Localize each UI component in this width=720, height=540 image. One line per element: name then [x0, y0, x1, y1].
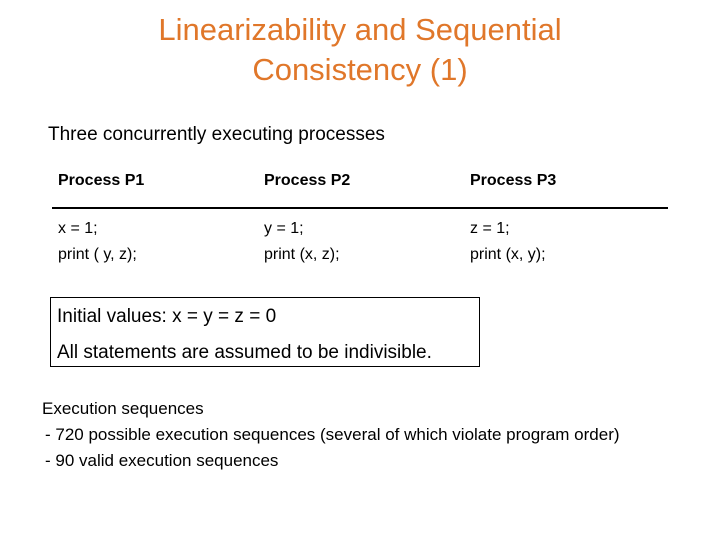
intro-text: Three concurrently executing processes: [48, 124, 385, 145]
process-header-p3: Process P3: [470, 172, 557, 189]
p2-statement-2: print (x, z);: [264, 246, 340, 263]
p3-statement-1: z = 1;: [470, 220, 510, 237]
process-header-p1: Process P1: [58, 172, 145, 189]
execution-heading: Execution sequences: [42, 399, 204, 418]
execution-sequences: [42, 396, 620, 474]
initial-values-text: Initial values: x = y = z = 0: [57, 306, 277, 327]
execution-item-2: - 90 valid execution sequences: [45, 451, 279, 470]
title-line-1: Linearizability and Sequential: [158, 12, 562, 47]
title-line-2: Consistency (1): [252, 52, 468, 87]
p1-statement-1: x = 1;: [58, 220, 98, 237]
process-header-p2: Process P2: [264, 172, 351, 189]
execution-item-1: - 720 possible execution sequences (several of which violate program order): [45, 425, 620, 444]
header-divider: [52, 207, 668, 209]
p2-statement-1: y = 1;: [264, 220, 304, 237]
assumptions-box: [50, 297, 480, 367]
p3-statement-2: print (x, y);: [470, 246, 546, 263]
indivisible-text: All statements are assumed to be indivisible.: [57, 342, 432, 363]
p1-statement-2: print ( y, z);: [58, 246, 137, 263]
